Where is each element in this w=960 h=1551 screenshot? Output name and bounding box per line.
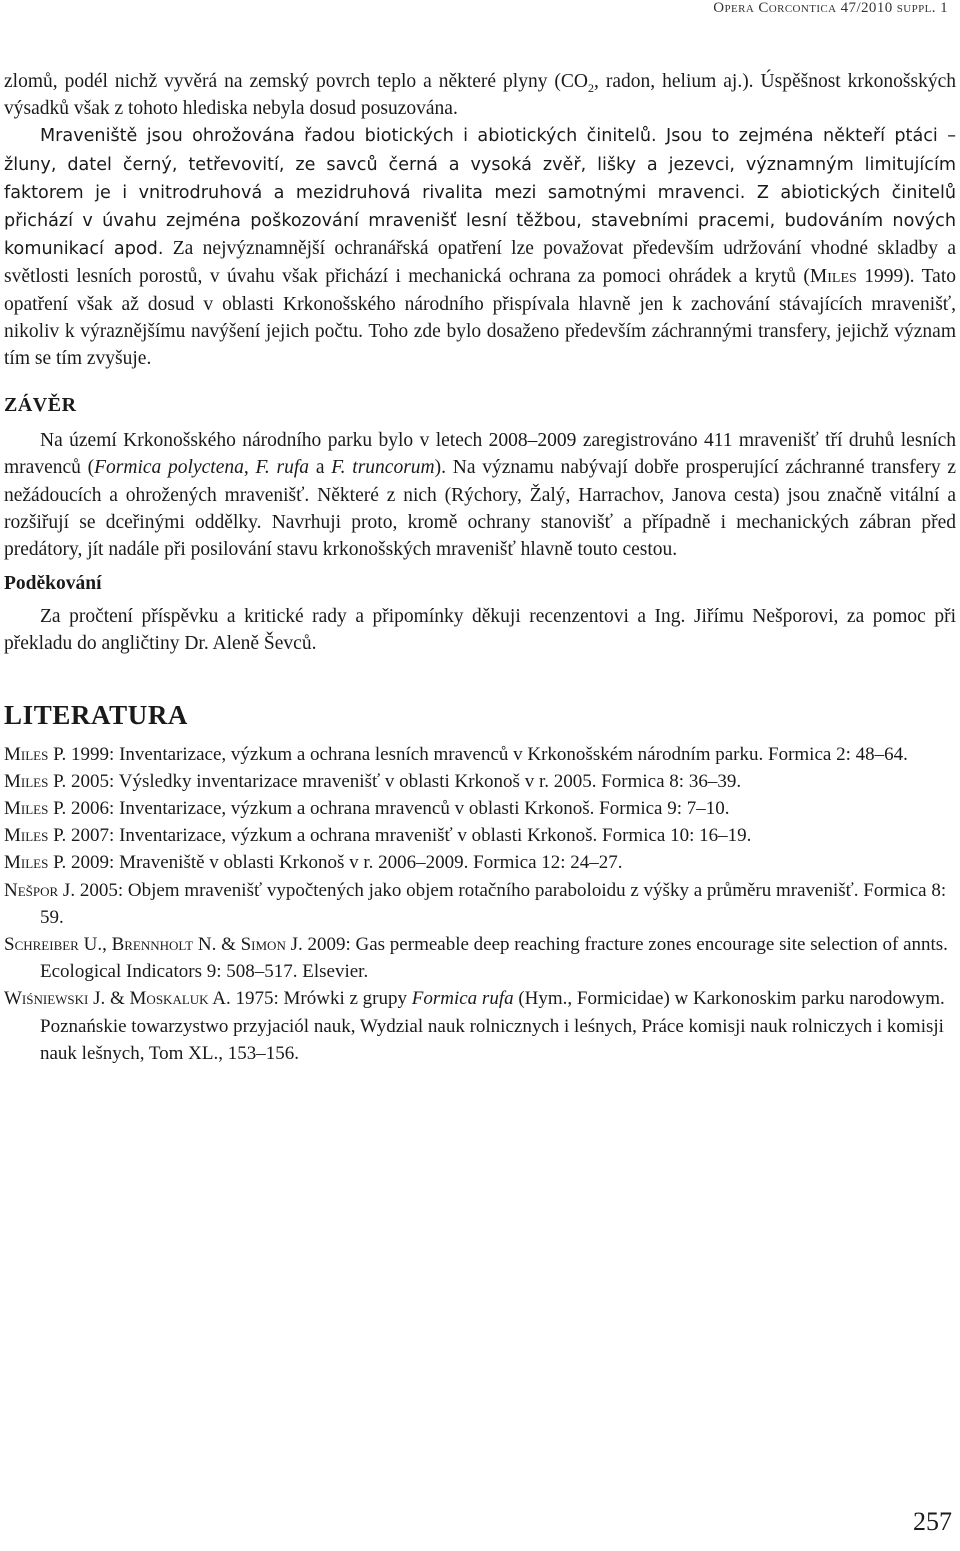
page-number: 257 — [913, 1507, 952, 1536]
paragraph-text: ). Na významu nabývají dobře prosperující záchranné transfery z nežádoucích a ohrožených mravenišť. Některé z nich (Rýchory, Žalý, Harrachov, Janova cesta) jsou značně vitální a rozšiřují se dceřinými oddělky. Navrhuji proto, kromě ochrany stanovišť a případně i mechanických zábran před predátory, jít nadále při posilování stavu krkonošských mravenišť hlavně touto cestou. — [4, 457, 956, 561]
reference-item — [4, 822, 956, 849]
reference-text: 1999: Inventarizace, výzkum a ochrana lesních mravenců v Krkonošském národním parku. Formica 2: 48–64. — [66, 743, 908, 765]
paragraph-threats — [4, 122, 956, 372]
subscript-2: 2 — [588, 80, 595, 95]
paragraph-text: Za nejvýznamnější ochranářská opatření lze považovat především udržování vhodné skladby a světlosti lesních porostů, v úvahu však přichází i mechanická ochrana za pomoci ohrádek a krytů ( — [4, 238, 957, 288]
paragraph-conclusion — [4, 427, 956, 563]
paragraph-text: zlomů, podél nichž vyvěrá na zemský povrch teplo a některé plyny (CO — [4, 71, 589, 92]
species-name: F. rufa — [255, 457, 310, 479]
reference-text: 2009: Gas permeable deep reaching fracture zones encourage site selection of annts. Ecological Indicators 9: 508–517. Elsevier. — [40, 934, 948, 983]
reference-text: 1975: Mrówki z grupy — [230, 988, 412, 1010]
reference-species: Formica rufa — [411, 988, 514, 1010]
reference-author: Wiśniewski J. & Moskaluk A. — [4, 988, 231, 1010]
paragraph-text: a — [309, 457, 332, 479]
paragraph-continuation — [4, 68, 956, 122]
paragraph-acknowledgement: Za pročtení příspěvku a kritické rady a připomínky děkuji recenzentovi a Ing. Jiřímu Nešporovi, za pomoc při překladu do angličtiny Dr. Aleně Ševců. — [4, 606, 956, 655]
article-body — [4, 68, 956, 1067]
reference-author: Miles P. — [4, 852, 67, 874]
reference-item — [4, 741, 956, 768]
reference-text: 2009: Mraveniště v oblasti Krkonoš v r. 2006–2009. Formica 12: 24–27. — [66, 852, 623, 874]
running-head: Opera Corcontica 47/2010 suppl. 1 — [713, 0, 948, 16]
reference-text: 2005: Objem mravenišť vypočtených jako objem rotačního paraboloidu z výšky a průměru mravenišť. Formica 8: 59. — [40, 879, 947, 928]
reference-author: Schreiber U., Brennholt N. & Simon J. — [4, 934, 303, 956]
reference-author: Miles P. — [4, 825, 67, 847]
reference-text: 2006: Inventarizace, výzkum a ochrana mravenců v oblasti Krkonoš. Formica 9: 7–10. — [66, 798, 730, 820]
reference-item — [4, 877, 956, 931]
species-name: Formica polyctena — [94, 457, 244, 479]
citation-author: Miles — [809, 266, 857, 288]
paragraph-text: 1999). Tato opatření však až dosud v oblasti Krkonošského národního přispívala hlavně jen k zachování stávajících mravenišť, nikoliv k výraznějšímu navýšení jejich počtu. Toho zde bylo dosaženo především záchrannými transfery, jejichž význam tím se tím zvyšuje. — [4, 266, 956, 370]
section-heading-zaver: ZÁVĚR — [4, 394, 77, 417]
section-heading-podekovani: Poděkování — [4, 573, 102, 595]
paragraph-text: Na území Krkonošského národního parku bylo v letech 2008–2009 zaregistrováno 411 mravenišť tří druhů lesních mravenců ( — [4, 430, 956, 479]
reference-author: Nešpor J. — [4, 879, 76, 901]
reference-author: Miles P. — [4, 798, 67, 820]
paragraph-text-sans: Mraveniště jsou ohrožována řadou biotických i abiotických činitelů. Jsou to zejména někteří ptáci – žluny, datel černý, tetřevovití, ze savců černá a vysoká zvěř, lišky a jezevci, významným limitujícím faktorem je i vnitrodruhová a mezidruhová rivalita mezi samotnými mravenci. Z abiotických činitelů přichází v úvahu zejména poškozování mravenišť lesní těžbou, stavebními pracemi, budováním nových komunikací apod. — [4, 126, 956, 260]
paragraph-text: , radon, helium aj.). Úspěšnost krkonošských výsadků však z tohoto hlediska nebyla dosud posuzována. — [4, 71, 956, 120]
reference-author: Miles P. — [4, 770, 67, 792]
reference-item — [4, 931, 956, 985]
paragraph-text: , — [243, 457, 256, 479]
reference-list — [4, 741, 956, 1067]
reference-text: 2007: Inventarizace, výzkum a ochrana mravenišť v oblasti Krkonoš. Formica 10: 16–19. — [66, 825, 752, 847]
reference-item — [4, 985, 956, 1067]
reference-author: Miles P. — [4, 743, 67, 765]
reference-item — [4, 768, 956, 795]
species-name: F. truncorum — [331, 457, 435, 479]
reference-item — [4, 849, 956, 876]
reference-text: 2005: Výsledky inventarizace mravenišť v oblasti Krkonoš v r. 2005. Formica 8: 36–39. — [66, 770, 742, 792]
reference-item — [4, 795, 956, 822]
section-heading-literatura: LITERATURA — [4, 699, 189, 730]
reference-text: (Hym., Formicidae) w Karkonoskim parku narodowym. Poznańskie towarzystwo przyjaciól nauk, Wydzial nauk rolnicznych i leśnych, Práce komisji nauk rolniczych i komisji nauk lešnych, Tom XL., 153–156. — [40, 988, 945, 1064]
